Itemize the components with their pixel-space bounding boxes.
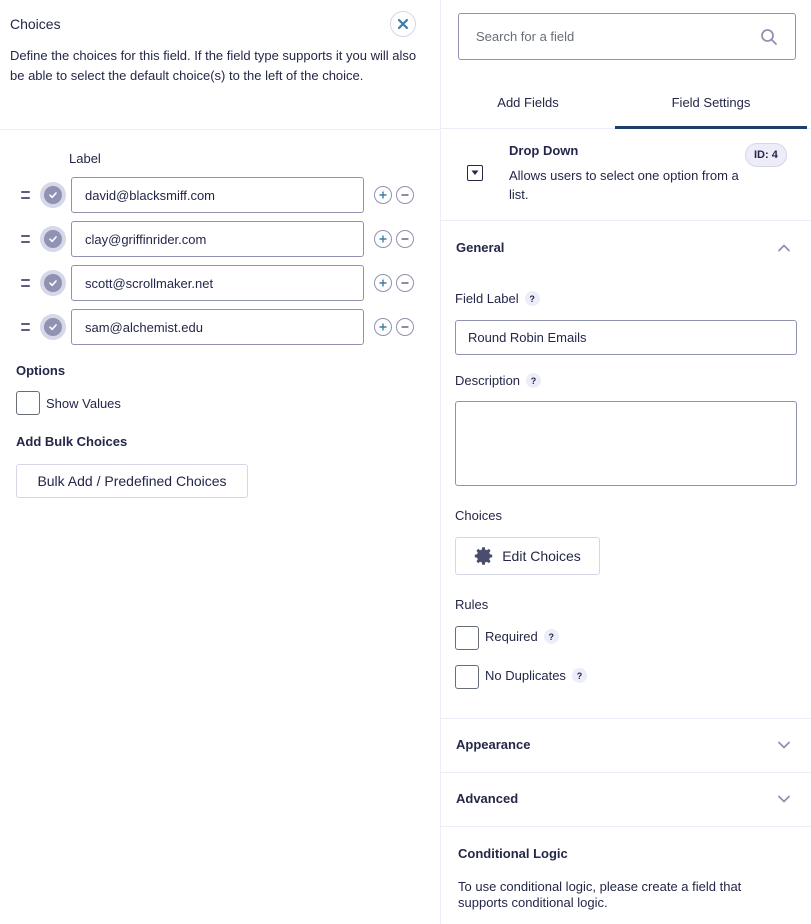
plus-icon [378, 234, 388, 244]
close-button[interactable] [390, 11, 416, 37]
field-type-name: Drop Down [509, 143, 579, 158]
field-type-description: Allows users to select one option from a list. [509, 168, 739, 202]
required-rule[interactable] [485, 629, 559, 644]
bulk-add-button[interactable]: Bulk Add / Predefined Choices [16, 464, 248, 498]
edit-choices-label: Edit Choices [502, 548, 581, 564]
field-type-summary [441, 129, 811, 221]
drag-handle-icon[interactable] [18, 185, 32, 205]
options-heading: Options [16, 363, 66, 378]
remove-choice-button[interactable] [396, 318, 414, 336]
section-appearance-title: Appearance [456, 737, 531, 752]
field-label-label [455, 291, 540, 306]
section-appearance-toggle[interactable] [441, 718, 811, 772]
field-search-input[interactable] [458, 13, 796, 60]
divider [441, 826, 811, 827]
default-choice-toggle[interactable] [40, 226, 66, 252]
choice-row [0, 177, 440, 213]
dropdown-icon [467, 165, 483, 181]
minus-icon [400, 322, 410, 332]
choices-label: Choices [455, 508, 502, 523]
plus-icon [378, 322, 388, 332]
choices-title: Choices [10, 16, 61, 32]
bulk-choices-heading: Add Bulk Choices [16, 434, 128, 449]
add-choice-button[interactable] [374, 186, 392, 204]
search-icon[interactable] [760, 28, 778, 46]
drag-handle-icon[interactable] [18, 317, 32, 337]
section-general-toggle[interactable] [441, 221, 811, 275]
choice-row [0, 309, 440, 345]
choice-row [0, 221, 440, 257]
remove-choice-button[interactable] [396, 230, 414, 248]
section-advanced-title: Advanced [456, 791, 519, 806]
show-values-label[interactable]: Show Values [46, 396, 121, 411]
check-icon [48, 322, 58, 332]
remove-choice-button[interactable] [396, 274, 414, 292]
add-choice-button[interactable] [374, 274, 392, 292]
field-label-text: Field Label [455, 291, 519, 306]
tab-field-settings[interactable]: Field Settings [615, 86, 807, 129]
drag-handle-icon[interactable] [18, 273, 32, 293]
choice-label-input[interactable]: scott@scrollmaker.net [71, 265, 364, 301]
required-label: Required [485, 629, 538, 644]
field-id-badge: ID: 4 [745, 143, 787, 167]
help-icon[interactable]: ? [572, 668, 587, 683]
plus-icon [378, 190, 388, 200]
editor-sidebar [441, 0, 811, 924]
label-column-header: Label [69, 151, 101, 166]
gear-icon [474, 546, 494, 566]
check-icon [48, 234, 58, 244]
section-advanced-toggle[interactable] [441, 772, 811, 826]
no-duplicates-label: No Duplicates [485, 668, 566, 683]
choices-description: Define the choices for this field. If the field type supports it you will also be able to select the default choice(s) to the left of the choice. [10, 48, 417, 83]
edit-choices-button[interactable] [455, 537, 600, 575]
minus-icon [400, 278, 410, 288]
section-general-title: General [456, 240, 505, 255]
conditional-logic-title: Conditional Logic [458, 846, 568, 861]
add-choice-button[interactable] [374, 318, 392, 336]
check-icon [48, 190, 58, 200]
choice-label-input[interactable]: clay@griffinrider.com [71, 221, 364, 257]
help-icon[interactable]: ? [525, 291, 540, 306]
conditional-logic-description: To use conditional logic, please create a field that supports conditional logic. [458, 879, 742, 910]
help-icon[interactable]: ? [526, 373, 541, 388]
description-textarea[interactable] [455, 401, 797, 486]
tab-add-fields[interactable]: Add Fields [497, 95, 559, 110]
minus-icon [400, 190, 410, 200]
description-text: Description [455, 373, 521, 388]
check-icon [48, 278, 58, 288]
show-values-checkbox[interactable] [16, 391, 40, 415]
chevron-down-icon [777, 792, 791, 806]
chevron-up-icon [777, 241, 791, 255]
no-duplicates-checkbox[interactable] [455, 665, 479, 689]
sidebar-tabs [441, 86, 811, 129]
add-choice-button[interactable] [374, 230, 392, 248]
default-choice-toggle[interactable] [40, 314, 66, 340]
divider [0, 129, 440, 130]
rules-label: Rules [455, 597, 489, 612]
remove-choice-button[interactable] [396, 186, 414, 204]
no-duplicates-rule[interactable] [485, 668, 587, 683]
choice-row [0, 265, 440, 301]
choice-label-input[interactable]: david@blacksmiff.com [71, 177, 364, 213]
chevron-down-icon [777, 738, 791, 752]
help-icon[interactable]: ? [544, 629, 559, 644]
drag-handle-icon[interactable] [18, 229, 32, 249]
default-choice-toggle[interactable] [40, 270, 66, 296]
plus-icon [378, 278, 388, 288]
close-icon [397, 18, 409, 30]
choice-label-input[interactable]: sam@alchemist.edu [71, 309, 364, 345]
minus-icon [400, 234, 410, 244]
description-label [455, 373, 541, 388]
search-placeholder: Search for a field [476, 29, 575, 44]
field-label-input[interactable]: Round Robin Emails [455, 320, 797, 355]
default-choice-toggle[interactable] [40, 182, 66, 208]
required-checkbox[interactable] [455, 626, 479, 650]
